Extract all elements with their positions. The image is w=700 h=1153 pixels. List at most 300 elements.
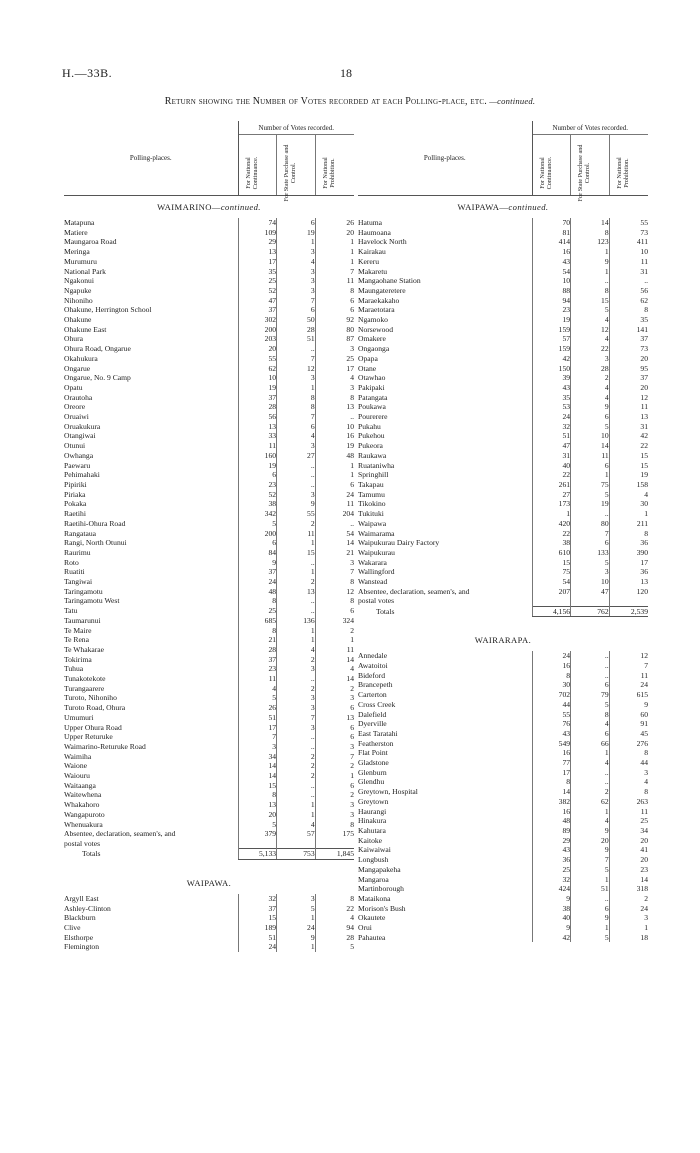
total-state-control: 762 [571, 606, 610, 617]
continuance-votes: 29 [238, 237, 277, 247]
continuance-header: For National Continuance. [532, 135, 571, 196]
continuance-votes: 173 [532, 499, 571, 509]
polling-place-name: Kaiwaiwai [358, 845, 391, 855]
polling-place-row [64, 480, 354, 490]
polling-place-name: Maungaroa Road [64, 237, 117, 247]
polling-place-row [64, 693, 354, 703]
polling-place-row [358, 904, 648, 914]
polling-place-row [358, 334, 648, 344]
polling-place-name: Wangapuroto [64, 809, 105, 819]
state-control-votes: 3 [277, 723, 316, 733]
polling-place-name: East Taratahi [358, 728, 398, 738]
prohibition-votes: 87 [315, 334, 354, 344]
continuance-votes: 19 [238, 383, 277, 393]
prohibition-votes: 8 [315, 596, 354, 606]
polling-place-name: Carterton [358, 690, 387, 700]
polling-place-name: Matiere [64, 227, 88, 237]
polling-place-row [358, 913, 648, 923]
polling-place-row [358, 519, 648, 529]
prohibition-votes: .. [609, 276, 648, 286]
state-control-votes: 3 [277, 276, 316, 286]
prohibition-votes: 16 [315, 431, 354, 441]
polling-places-header: Polling-places. [358, 121, 532, 196]
polling-place-row [358, 247, 648, 257]
continuance-votes: 261 [532, 480, 571, 490]
state-control-votes: .. [571, 777, 610, 787]
state-control-votes: 9 [571, 257, 610, 267]
polling-place-name: Wanstead [358, 577, 388, 587]
prohibition-votes: 2 [315, 761, 354, 771]
continuance-votes: 47 [532, 441, 571, 451]
polling-place-name: Waipawa [358, 518, 387, 528]
state-control-votes: 5 [571, 490, 610, 500]
state-control-votes: .. [277, 606, 316, 616]
polling-place-name: Okautete [358, 913, 386, 923]
state-control-votes: 19 [571, 499, 610, 509]
continuance-votes: 52 [238, 286, 277, 296]
prohibition-votes: 24 [609, 904, 648, 914]
state-control-votes: 1 [277, 800, 316, 810]
continuance-votes: 38 [532, 538, 571, 548]
polling-place-row [64, 732, 354, 742]
polling-place-name: Raetihi-Ohura Road [64, 518, 126, 528]
polling-place-name: postal votes [358, 596, 395, 606]
prohibition-votes: 73 [609, 228, 648, 238]
polling-place-row [64, 267, 354, 277]
prohibition-votes [609, 596, 648, 606]
polling-place-name: Otane [358, 363, 377, 373]
polling-place-name: Turoto Road, Ohura [64, 703, 126, 713]
state-control-votes: 5 [571, 558, 610, 568]
polling-place-row [358, 729, 648, 739]
state-control-votes: 1 [571, 470, 610, 480]
prohibition-votes: 4 [315, 373, 354, 383]
polling-place-name: Taringamotu [64, 586, 103, 596]
continuance-votes: 159 [532, 325, 571, 335]
state-control-votes: 7 [571, 529, 610, 539]
state-control-votes: 5 [571, 422, 610, 432]
prohibition-votes: .. [315, 519, 354, 529]
polling-place-row [64, 942, 354, 952]
polling-place-name: Otangiwai [64, 431, 96, 441]
state-control-votes: 2 [277, 519, 316, 529]
state-control-votes: 1 [571, 923, 610, 933]
continuance-votes: 77 [532, 758, 571, 768]
prohibition-votes: 411 [609, 237, 648, 247]
polling-place-name: Martinborough [358, 884, 404, 894]
polling-place-row [64, 904, 354, 914]
polling-place-row [64, 334, 354, 344]
state-control-votes: 9 [277, 933, 316, 943]
prohibition-votes: 14 [315, 674, 354, 684]
polling-place-row [358, 884, 648, 894]
page-title [0, 96, 700, 107]
polling-place-row [64, 218, 354, 228]
polling-place-row [64, 596, 354, 606]
state-control-votes: 6 [571, 461, 610, 471]
continuance-votes: 150 [532, 364, 571, 374]
polling-place-row [358, 807, 648, 817]
continuance-votes: 38 [532, 904, 571, 914]
polling-place-row [64, 713, 354, 723]
polling-place-name: Haurangi [358, 806, 387, 816]
polling-place-name: Ohura Road, Ongarue [64, 344, 131, 354]
section-title-suffix: continued. [508, 202, 549, 212]
continuance-header: For National Continuance. [238, 135, 277, 196]
totals-label: Totals [82, 849, 101, 859]
polling-place-row [358, 758, 648, 768]
state-control-votes: 3 [277, 267, 316, 277]
polling-place-row [64, 364, 354, 374]
polling-place-name: Kairakau [358, 247, 386, 257]
continuance-votes: 15 [532, 558, 571, 568]
state-control-votes: 133 [571, 548, 610, 558]
continuance-votes: 342 [238, 509, 277, 519]
polling-place-name: Hinakura [358, 816, 387, 826]
state-control-votes: 6 [277, 218, 316, 228]
prohibition-votes: 2 [315, 626, 354, 636]
state-control-votes: 5 [571, 305, 610, 315]
polling-place-row [358, 577, 648, 587]
polling-places-header: Polling-places. [64, 121, 238, 196]
polling-place-name: Ohakune East [64, 324, 107, 334]
polling-place-name: Wakarara [358, 557, 387, 567]
continuance-votes: 16 [532, 807, 571, 817]
polling-place-row [64, 587, 354, 597]
total-prohibition: 2,539 [609, 606, 648, 617]
section-spacer [358, 617, 648, 630]
state-control-votes: 28 [571, 364, 610, 374]
polling-place-row [358, 286, 648, 296]
polling-place-row [358, 402, 648, 412]
state-control-votes: 3 [277, 894, 316, 904]
prohibition-votes: 6 [315, 703, 354, 713]
state-control-votes: 15 [277, 548, 316, 558]
state-control-votes: 4 [571, 719, 610, 729]
polling-place-row [64, 606, 354, 616]
prohibition-votes: 31 [609, 267, 648, 277]
polling-place-row [358, 344, 648, 354]
prohibition-votes: 175 [315, 829, 354, 839]
polling-place-row [64, 305, 354, 315]
continuance-votes: 10 [532, 276, 571, 286]
state-control-votes: .. [277, 790, 316, 800]
polling-place-name: Raurimu [64, 547, 91, 557]
polling-place-row [64, 286, 354, 296]
polling-place-row [64, 567, 354, 577]
polling-place-name: Tikokino [358, 499, 386, 509]
state-control-votes: 2 [571, 787, 610, 797]
state-control-votes: 2 [571, 373, 610, 383]
polling-place-row [64, 538, 354, 548]
continuance-votes [532, 596, 571, 606]
continuance-votes: 37 [238, 567, 277, 577]
state-control-votes: 7 [277, 412, 316, 422]
state-control-votes: 5 [571, 700, 610, 710]
continuance-votes: 32 [532, 875, 571, 885]
polling-place-row [358, 710, 648, 720]
left-table-block [64, 121, 354, 952]
state-control-votes: 79 [571, 690, 610, 700]
polling-place-row [358, 529, 648, 539]
prohibition-votes: 324 [315, 616, 354, 626]
continuance-votes: 57 [532, 334, 571, 344]
polling-place-name: Dyerville [358, 719, 387, 729]
state-control-votes: .. [571, 768, 610, 778]
polling-place-row [358, 267, 648, 277]
polling-place-name: Patangata [358, 392, 388, 402]
prohibition-votes: 4 [609, 777, 648, 787]
prohibition-votes: 7 [609, 661, 648, 671]
prohibition-votes: 12 [609, 651, 648, 661]
polling-place-row [64, 913, 354, 923]
state-control-votes: .. [277, 344, 316, 354]
polling-place-row [358, 923, 648, 933]
polling-place-name: Flat Point [358, 748, 388, 758]
polling-place-name: Turangaarere [64, 683, 105, 693]
continuance-votes: 11 [238, 674, 277, 684]
polling-place-row [358, 237, 648, 247]
polling-place-row [64, 616, 354, 626]
prohibition-votes: 3 [315, 558, 354, 568]
polling-place-name: Piriaka [64, 489, 86, 499]
polling-place-row [64, 703, 354, 713]
state-control-votes: .. [571, 509, 610, 519]
section-spacer [64, 859, 354, 872]
prohibition-votes: 6 [315, 606, 354, 616]
totals-row [64, 849, 354, 860]
prohibition-votes: 80 [315, 325, 354, 335]
prohibition-votes: 1 [315, 247, 354, 257]
polling-place-row [64, 790, 354, 800]
prohibition-votes: 36 [609, 567, 648, 577]
continuance-votes: 200 [238, 325, 277, 335]
prohibition-votes: 20 [609, 354, 648, 364]
right-votes-table [358, 121, 648, 942]
total-continuance: 4,156 [532, 606, 571, 617]
continuance-votes: 17 [238, 257, 277, 267]
polling-place-row [64, 412, 354, 422]
polling-place-row [358, 671, 648, 681]
continuance-votes: 8 [532, 777, 571, 787]
continuance-votes: 37 [238, 655, 277, 665]
continuance-votes: 51 [238, 933, 277, 943]
prohibition-votes: 4 [609, 490, 648, 500]
continuance-votes: 51 [238, 713, 277, 723]
polling-place-row [64, 247, 354, 257]
polling-place-name: Greytown, Hospital [358, 787, 418, 797]
prohibition-votes: 24 [609, 680, 648, 690]
polling-place-name: Otunui [64, 441, 86, 451]
prohibition-votes: 3 [315, 810, 354, 820]
state-control-votes: 27 [277, 451, 316, 461]
prohibition-votes: 5 [315, 942, 354, 952]
continuance-votes: 160 [238, 451, 277, 461]
prohibition-votes: 44 [609, 758, 648, 768]
continuance-votes: 48 [238, 587, 277, 597]
polling-place-row [64, 894, 354, 904]
polling-place-row [64, 393, 354, 403]
state-control-votes: 4 [571, 383, 610, 393]
polling-place-name: Maraekakaho [358, 295, 400, 305]
prohibition-votes: 9 [609, 700, 648, 710]
polling-place-name: Greytown [358, 796, 389, 806]
prohibition-votes: 120 [609, 587, 648, 597]
polling-place-name: Pukeora [358, 441, 383, 451]
continuance-votes: 8 [238, 790, 277, 800]
polling-place-name: Ohakune, Herrington School [64, 305, 152, 315]
state-control-votes: 2 [277, 577, 316, 587]
continuance-votes: 35 [238, 267, 277, 277]
prohibition-votes: 22 [315, 904, 354, 914]
page-number: 18 [340, 66, 352, 80]
continuance-votes: 19 [532, 315, 571, 325]
state-control-votes: 3 [277, 490, 316, 500]
polling-place-name: Raetihi [64, 509, 86, 519]
state-control-votes: 22 [571, 344, 610, 354]
polling-place-name: Waitaanga [64, 780, 96, 790]
section-title-suffix: continued. [220, 202, 261, 212]
continuance-votes: 38 [238, 499, 277, 509]
state-control-votes: 51 [277, 334, 316, 344]
polling-place-name: Otawhao [358, 373, 386, 383]
prohibition-votes: 37 [609, 334, 648, 344]
prohibition-votes: 1 [315, 635, 354, 645]
polling-place-name: Waimarino-Returuke Road [64, 741, 146, 751]
polling-place-row [358, 777, 648, 787]
prohibition-votes: 20 [609, 855, 648, 865]
polling-place-name: Matapuna [64, 218, 95, 227]
continuance-votes: 8 [238, 626, 277, 636]
continuance-votes: 23 [238, 664, 277, 674]
state-control-header: For State Purchase and Control. [571, 135, 610, 196]
polling-place-name: Whenuakura [64, 819, 103, 829]
continuance-votes: 549 [532, 739, 571, 749]
continuance-votes: 25 [532, 865, 571, 875]
prohibition-votes: 1 [609, 509, 648, 519]
state-control-votes: 28 [277, 325, 316, 335]
continuance-votes: 25 [238, 606, 277, 616]
polling-place-name: Mangaroa [358, 874, 389, 884]
polling-place-row [64, 645, 354, 655]
continuance-votes: 200 [238, 529, 277, 539]
polling-place-row [64, 635, 354, 645]
polling-place-row [358, 933, 648, 943]
continuance-votes: 53 [532, 402, 571, 412]
section-title: WAIRARAPA. [474, 635, 532, 646]
polling-place-row [358, 383, 648, 393]
polling-place-row [358, 816, 648, 826]
polling-place-name: Orautoha [64, 392, 93, 402]
polling-place-name: Paewaru [64, 460, 91, 470]
prohibition-votes: 10 [315, 422, 354, 432]
continuance-votes: 32 [532, 422, 571, 432]
polling-place-row [358, 305, 648, 315]
state-control-votes: 7 [277, 354, 316, 364]
state-control-votes: 4 [277, 257, 316, 267]
polling-place-name: Wallingford [358, 567, 395, 577]
state-control-votes: 1 [277, 942, 316, 952]
prohibition-votes: 62 [609, 296, 648, 306]
continuance-votes: 14 [238, 771, 277, 781]
state-control-votes: 1 [277, 237, 316, 247]
continuance-votes: 24 [532, 651, 571, 661]
continuance-votes: 37 [238, 305, 277, 315]
state-control-votes: .. [571, 276, 610, 286]
polling-place-row [64, 354, 354, 364]
state-control-votes: 19 [277, 228, 316, 238]
prohibition-votes: 158 [609, 480, 648, 490]
state-control-votes: 5 [277, 904, 316, 914]
polling-place-row [64, 451, 354, 461]
continuance-votes: 55 [532, 710, 571, 720]
prohibition-votes: 6 [315, 781, 354, 791]
polling-place-name: Argyll East [64, 893, 99, 903]
polling-place-row [64, 655, 354, 665]
state-control-votes: 47 [571, 587, 610, 597]
state-control-votes: 4 [571, 393, 610, 403]
state-control-votes: 6 [571, 412, 610, 422]
votes-recorded-header: Number of Votes recorded. [238, 121, 354, 135]
polling-place-name: Omakere [358, 334, 386, 344]
continuance-votes: 81 [532, 228, 571, 238]
state-control-votes: 8 [277, 393, 316, 403]
votes-recorded-header: Number of Votes recorded. [532, 121, 648, 135]
continuance-votes: 54 [532, 267, 571, 277]
state-control-votes: 5 [571, 933, 610, 943]
prohibition-votes: 3 [609, 768, 648, 778]
state-control-votes: 20 [571, 836, 610, 846]
polling-place-name: Waimarama [358, 528, 395, 538]
continuance-votes: 610 [532, 548, 571, 558]
polling-place-row [64, 839, 354, 849]
polling-place-name: Te Maire [64, 625, 92, 635]
continuance-votes: 31 [532, 451, 571, 461]
prohibition-votes: .. [315, 412, 354, 422]
continuance-votes: 43 [532, 729, 571, 739]
continuance-votes: 40 [532, 913, 571, 923]
polling-place-name: Waione [64, 761, 88, 771]
prohibition-votes: 1 [315, 470, 354, 480]
polling-place-row [64, 723, 354, 733]
continuance-votes: 424 [532, 884, 571, 894]
state-control-votes: 3 [277, 693, 316, 703]
prohibition-votes: 10 [609, 247, 648, 257]
continuance-votes: 24 [238, 577, 277, 587]
polling-place-row [358, 875, 648, 885]
state-control-votes: 1 [571, 875, 610, 885]
continuance-votes: 9 [532, 894, 571, 904]
polling-place-name: Ongarue [64, 363, 91, 373]
prohibition-votes: 48 [315, 451, 354, 461]
prohibition-votes: 24 [315, 490, 354, 500]
polling-place-name: Havelock North [358, 237, 407, 247]
polling-place-name: Brancepeth [358, 680, 393, 690]
polling-place-name: Tuhua [64, 664, 84, 674]
prohibition-votes: 3 [315, 383, 354, 393]
prohibition-votes: 3 [315, 344, 354, 354]
continuance-votes: 11 [238, 441, 277, 451]
prohibition-votes: 11 [315, 645, 354, 655]
polling-place-row [358, 441, 648, 451]
polling-place-row [64, 781, 354, 791]
polling-place-row [64, 664, 354, 674]
continuance-votes: 10 [238, 373, 277, 383]
prohibition-votes: 17 [315, 364, 354, 374]
state-control-votes: 15 [571, 296, 610, 306]
prohibition-votes: 8 [609, 748, 648, 758]
prohibition-votes: 91 [609, 719, 648, 729]
